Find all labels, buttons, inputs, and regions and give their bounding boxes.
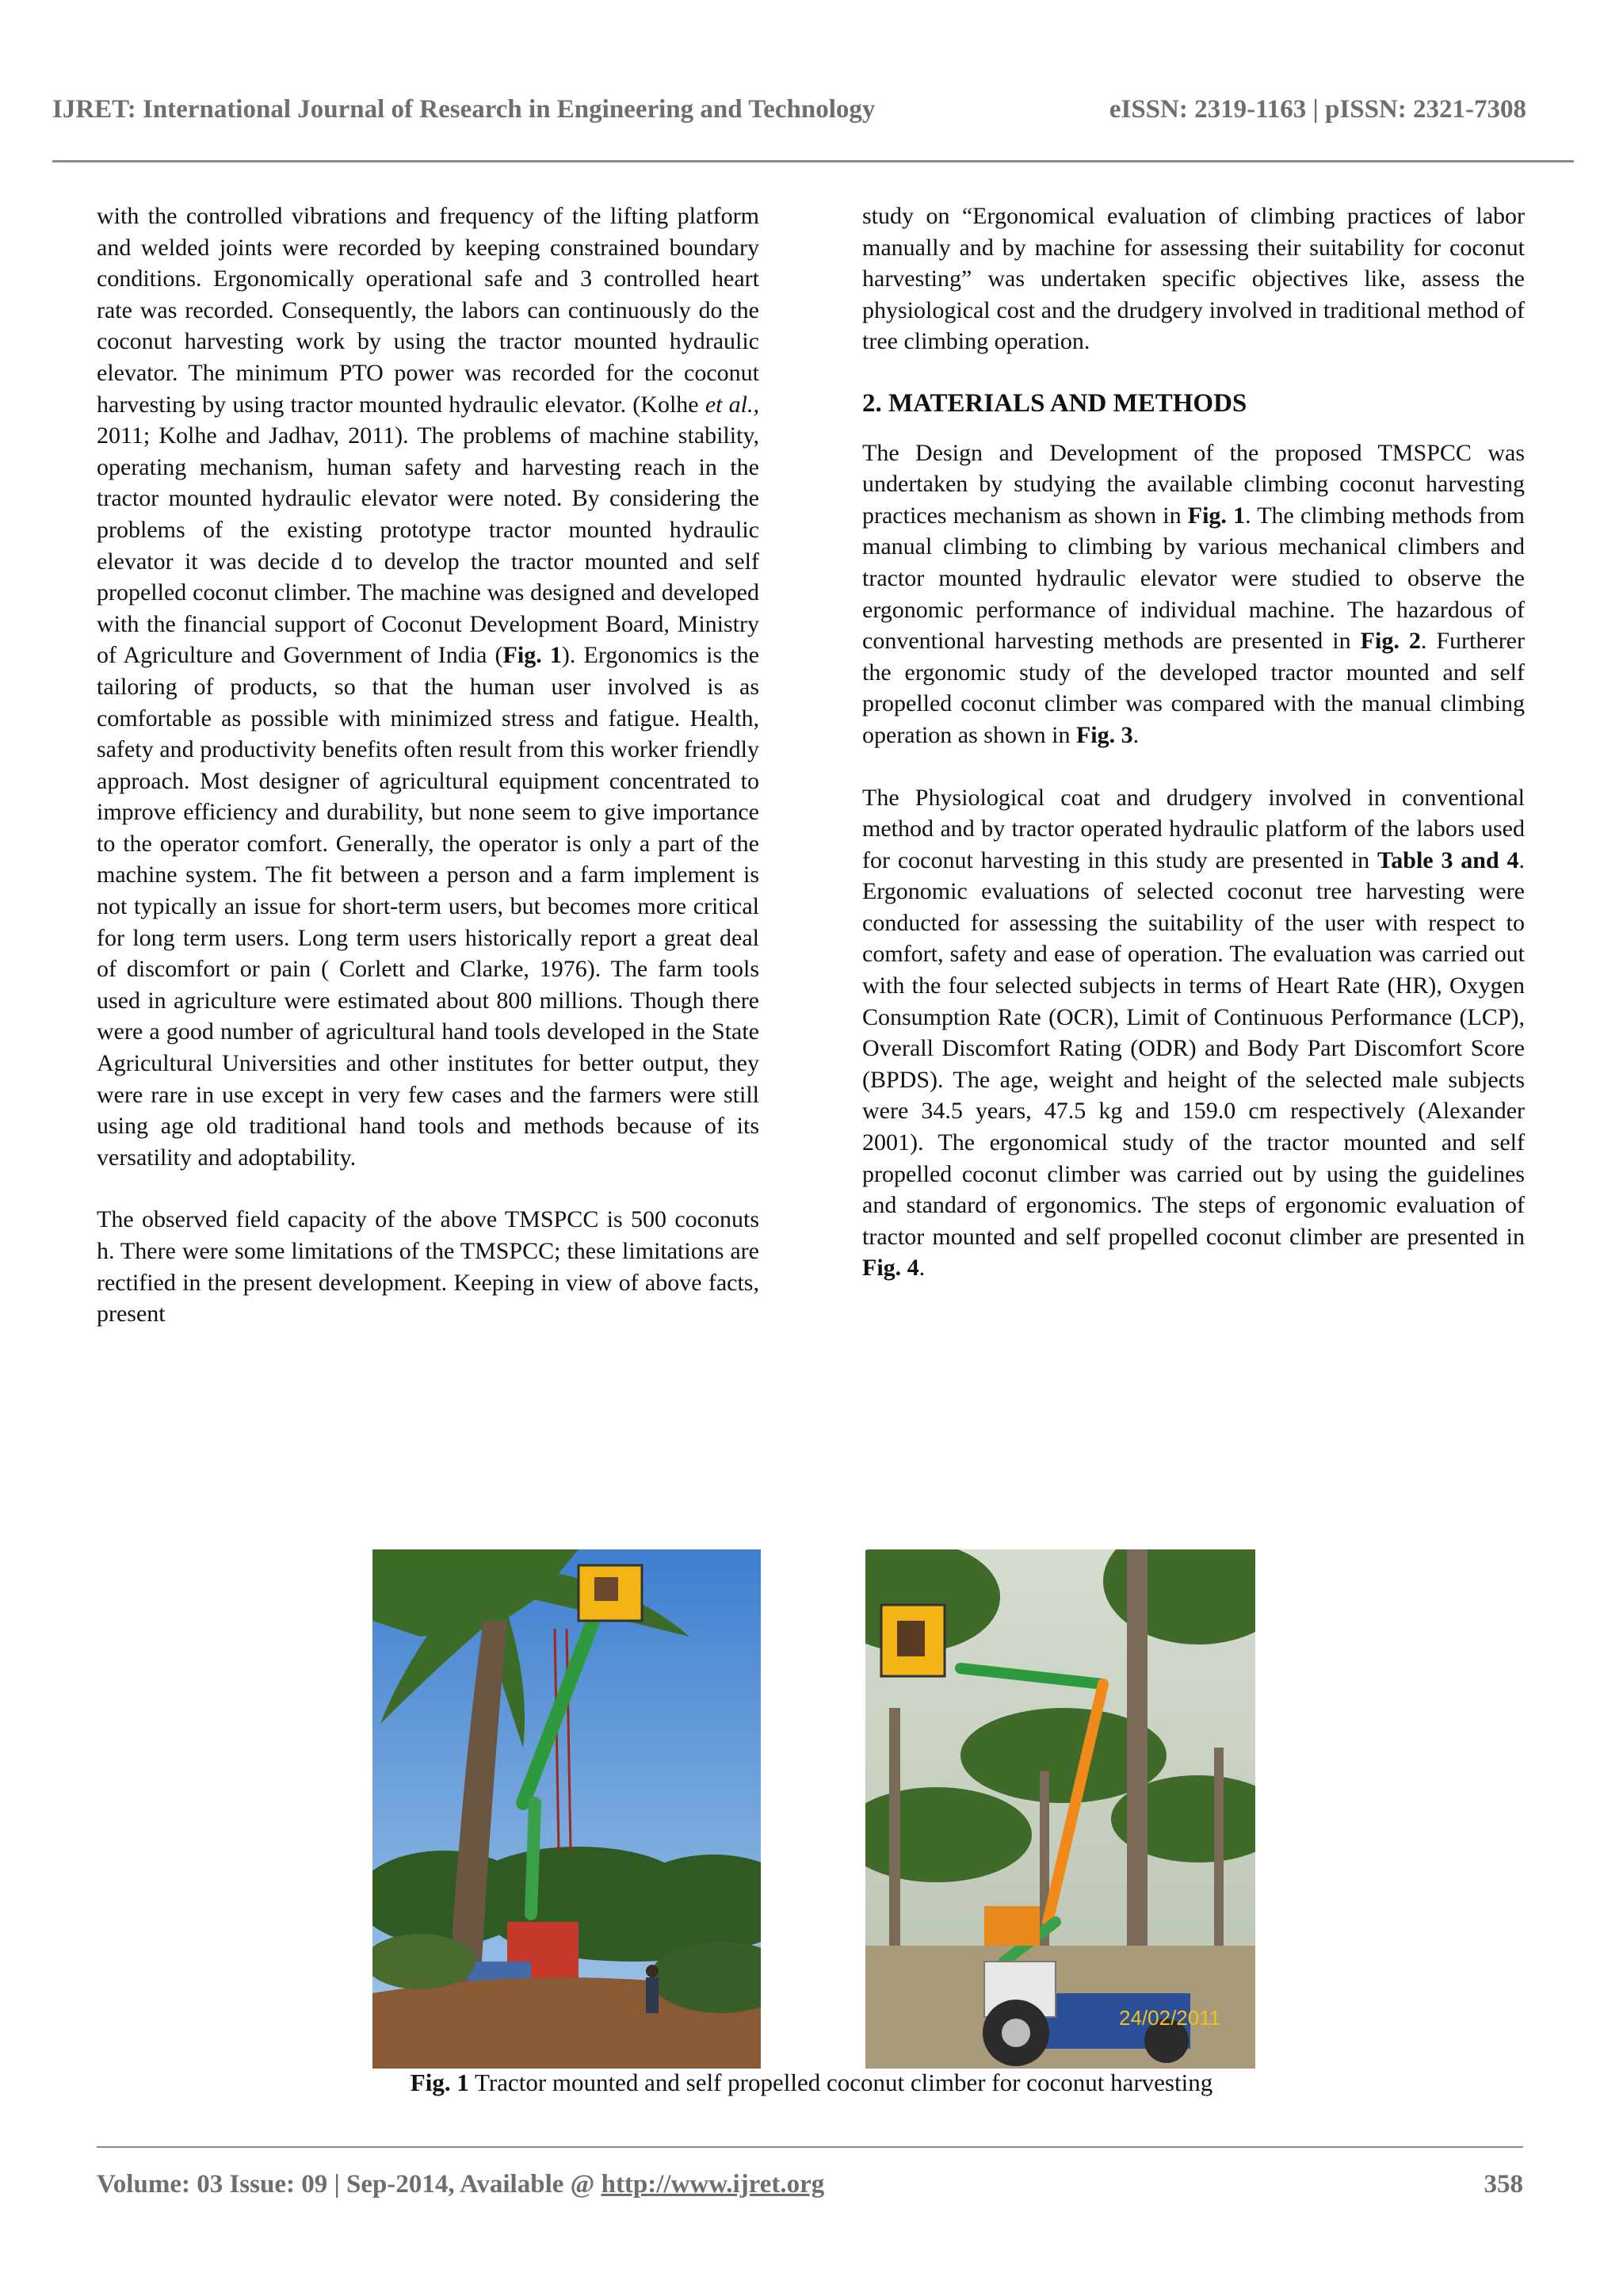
journal-link[interactable]: http://www.ijret.org [601, 2170, 825, 2199]
journal-title: IJRET: International Journal of Research in Engineering and Technology [52, 95, 876, 124]
volume-info: Volume: 03 Issue: 09 | Sep-2014, Available @ http://www.ijret.org [97, 2170, 825, 2199]
right-paragraph-1: study on “Ergonomical evaluation of climbing practices of labor manually and by machine for assessing their suitability for coconut harvesting” was undertaken specific objectives like, assess the physiological cost and the drudgery involved in traditional method of tree climbing operation. [862, 203, 1525, 355]
photo-tractor-climber-right [865, 1549, 1255, 2069]
footer-rule [97, 2146, 1523, 2148]
issn-info: eISSN: 2319-1163 | pISSN: 2321-7308 [1109, 95, 1526, 124]
header-rule [52, 160, 1574, 162]
figure-caption: Fig. 1 Tractor mounted and self propelled coconut climber for coconut harvesting [410, 2069, 1213, 2096]
fig-reference: Fig. 4 [862, 1255, 919, 1282]
fig-reference: Fig. 1 [1187, 502, 1246, 529]
right-paragraph-2: The Design and Development of the proposed TMSPCC was undertaken by studying the available climbing coconut harvesting practices mechanism as shown in Fig. 1. The climbing methods from manual climbing to climbing by various mechanical climbers and tractor mounted hydraulic elevator were studied to observe the ergonomic performance of individual machine. The hazardous of conventional harvesting methods are presented in Fig. 2. Furtherer the ergonomic study of the developed tractor mounted and self propelled coconut climber was compared with the manual climbing operation as shown in Fig. 3. [862, 439, 1526, 748]
fig-reference: Fig. 1 [502, 642, 562, 669]
left-column [97, 201, 759, 1361]
fig-reference: Fig. 2 [1360, 628, 1421, 655]
photo-tractor-climber-left [372, 1549, 761, 2069]
left-paragraph-1: with the controlled vibrations and frequency of the lifting platform and welded joints were recorded by keeping constrained boundary conditions. Ergonomically operational safe and 3 controlled heart rate was recorded. Consequently, the labors can continuously do the coconut harvesting work by using the tractor mounted hydraulic elevator. The minimum PTO power was recorded for the coconut harvesting by using tractor mounted hydraulic elevator. (Kolhe et al., 2011; Kolhe and Jadhav, 2011). The problems of machine stability, operating mechanism, human safety and harvesting reach in the tractor mounted hydraulic elevator were noted. By considering the problems of the existing prototype tractor mounted hydraulic elevator it was decide d to develop the tractor mounted and self propelled coconut climber. The machine was designed and developed with the financial support of Coconut Development Board, Ministry of Agriculture and Government of India (Fig. 1). Ergonomics is the tailoring of products, so that the human user involved is as comfortable as possible with minimized stress and fatigue. Health, safety and productivity benefits often result from this worker friendly approach. Most designer of agricultural equipment concentrated to improve efficiency and durability, but none seem to give importance to the operator comfort. Generally, the operator is only a part of the machine system. The fit between a person and a farm implement is not typically an issue for short-term users, but becomes more critical for long term users. Long term users historically report a great deal of discomfort or pain ( Corlett and Clarke, 1976). The farm tools used in agriculture were estimated about 800 millions. Though there were a good number of agricultural hand tools developed in the State Agricultural Universities and other institutes for better output, they were rare in use except in very few cases and the farmers were still using age old traditional hand tools and methods because of its versatility and adoptability. [97, 203, 759, 1171]
page-number: 358 [1484, 2170, 1523, 2199]
fig-reference: Fig. 3 [1075, 721, 1133, 748]
photo-date-stamp: 24/02/2011 [1119, 2006, 1221, 2030]
figure-label: Fig. 1 [410, 2069, 469, 2096]
right-paragraph-3: The Physiological coat and drudgery involved in conventional method and by tractor operated hydraulic platform of the labors used for coconut harvesting in this study are presented in Table 3 and 4. Ergonomic evaluations of selected coconut tree harvesting were conducted for assessing the suitability of the user with respect to comfort, safety and ease of operation. The evaluation was carried out with the four selected subjects in terms of Heart Rate (HR), Oxygen Consumption Rate (OCR), Limit of Continuous Performance (LCP), Overall Discomfort Rating (ODR) and Body Part Discomfort Score (BPDS). The age, weight and height of the selected male subjects were 34.5 years, 47.5 kg and 159.0 cm respectively (Alexander 2001). The ergonomical study of the tractor mounted and self propelled coconut climber was carried out by using the guidelines and standard of ergonomics. The steps of ergonomic evaluation of tractor mounted and self propelled coconut climber are presented in Fig. 4. [862, 784, 1525, 1282]
right-column [862, 201, 1525, 1315]
section-heading: 2. MATERIALS AND METHODS [862, 388, 1247, 418]
left-paragraph-2: The observed field capacity of the above TMSPCC is 500 coconuts h. There were some limitations of the TMSPCC; these limitations are rectified in the present development. Keeping in view of above facts, present [97, 1206, 759, 1328]
table-reference: Table 3 and 4 [1377, 846, 1519, 873]
